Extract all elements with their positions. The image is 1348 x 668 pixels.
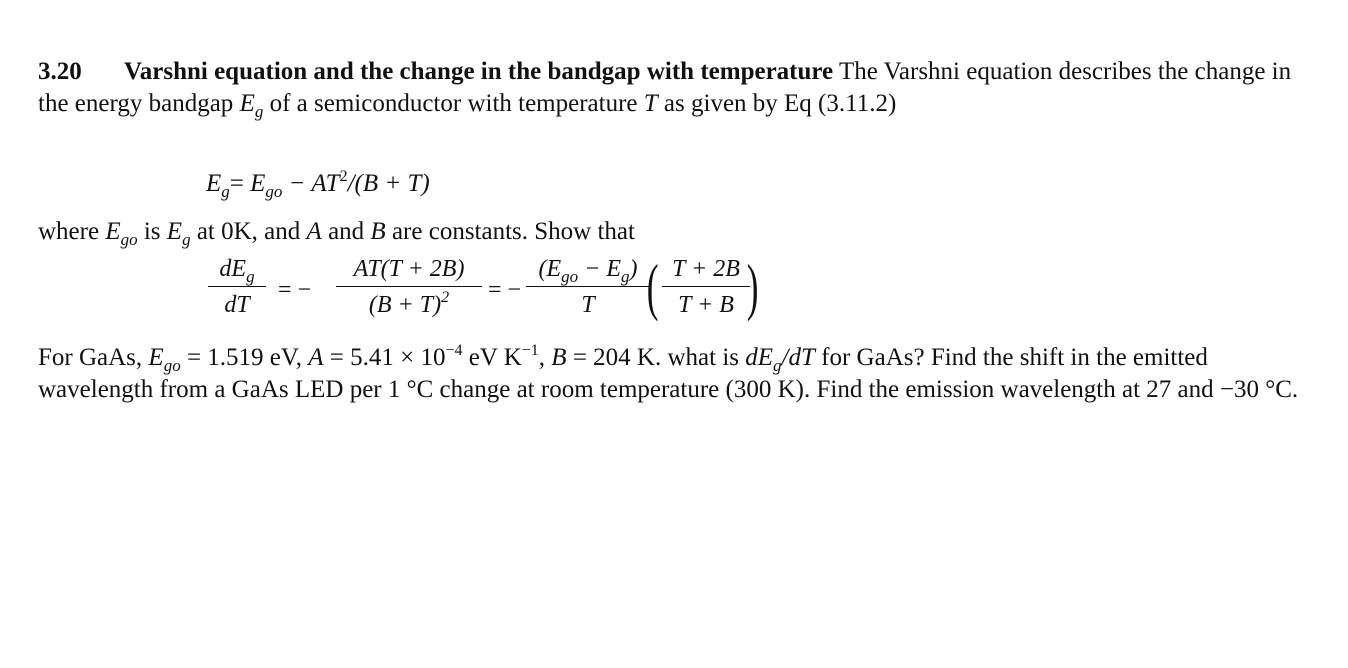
intro-text-a: The Varshni equation describes the change in the energy bandgap (38, 58, 1292, 117)
frac3-den: T (581, 292, 595, 318)
subscript-g: g (254, 102, 264, 121)
frac4-num: T + 2B (672, 256, 740, 282)
eq1-lhs-sub: g (221, 182, 230, 201)
gaas-B: B (551, 344, 567, 371)
gaas-dT: dT (788, 344, 815, 371)
frac3-num-c: ) (629, 256, 638, 282)
eq1-rhs-c: /(B + T) (347, 170, 430, 197)
fraction-T2B-TB (662, 254, 750, 320)
problem-title: Varshni equation and the change in the bandgap with temperature (124, 58, 834, 85)
eq1-rhs-a-sub: go (265, 182, 283, 201)
where-c: at 0K, and (190, 218, 307, 245)
fraction-bar (336, 286, 482, 287)
gaas-E: E (148, 344, 164, 371)
fraction-bar (526, 286, 650, 287)
equals-minus-2: = − (488, 277, 522, 303)
gaas-d: eV K (462, 344, 522, 371)
where-b: is (137, 218, 167, 245)
gaas-c: = 5.41 × 10 (323, 344, 446, 371)
symbol-E: E (239, 90, 255, 117)
frac2-num: AT(T + 2B) (353, 256, 465, 282)
fraction-dEg-dT (208, 254, 266, 320)
where-clause (38, 216, 635, 248)
eq1-rhs-b: − AT (282, 170, 340, 197)
gaas-a: For GaAs, (38, 344, 149, 371)
gaas-exp1: −4 (445, 342, 463, 359)
intro-text-c: as given by Eq (3.11.2) (657, 90, 897, 117)
gaas-g: g (773, 356, 782, 375)
equals-minus-1: = − (278, 277, 312, 303)
where-e: are constants. Show that (385, 218, 635, 245)
fraction-bar (208, 286, 266, 287)
where-d: and (321, 218, 371, 245)
eq1-rhs-b-sup: 2 (339, 168, 348, 185)
problem-statement (38, 56, 1318, 120)
eq1-equals: = (229, 170, 251, 197)
eq1-lhs: E (206, 170, 222, 197)
intro-text-b: of a semiconductor with temperature (263, 90, 644, 117)
gaas-h: / (781, 344, 789, 371)
frac1-num: dE (219, 256, 247, 282)
frac3-num-a: (E (538, 256, 562, 282)
where-a: where (38, 218, 106, 245)
frac1-num-sub: g (246, 267, 255, 286)
paren-left: ( (646, 251, 659, 322)
gaas-f: = 204 K. what is (566, 344, 746, 371)
where-g: g (182, 230, 191, 249)
where-A: A (306, 218, 322, 245)
eq1-rhs-a: E (250, 170, 266, 197)
problem-number: 3.20 (38, 58, 82, 85)
where-B: B (370, 218, 386, 245)
where-go: go (120, 230, 138, 249)
symbol-T: T (643, 90, 658, 117)
gaas-dE: dE (745, 344, 774, 371)
paren-right: ) (746, 251, 759, 322)
frac3-num-sub2: g (621, 267, 630, 286)
gaas-b: = 1.519 eV, (180, 344, 309, 371)
derivative-equation (208, 251, 759, 328)
fraction-bar (662, 286, 750, 287)
gaas-i: for GaAs? Find the shift in the emitted wavelength from a GaAs LED per 1 °C change at room temperature (300 K). Find the emission wavelength at 27 and −30 °C. (38, 344, 1299, 403)
gaas-A: A (308, 344, 324, 371)
where-E: E (105, 218, 121, 245)
frac2-den-sup: 2 (441, 289, 450, 306)
fraction-Ego-Eg (526, 254, 650, 320)
where-E2: E (166, 218, 183, 245)
varshni-equation (206, 168, 430, 200)
fraction-AT (336, 254, 482, 320)
frac4-den: T + B (678, 292, 734, 318)
frac3-num-sub1: go (561, 267, 579, 286)
frac1-den: dT (224, 292, 250, 318)
gaas-go: go (163, 356, 181, 375)
gaas-question (38, 342, 1328, 406)
frac3-num-b: − E (578, 256, 621, 282)
frac2-den: (B + T) (368, 292, 442, 318)
gaas-exp2: −1 (521, 342, 539, 359)
gaas-e: , (538, 344, 552, 371)
